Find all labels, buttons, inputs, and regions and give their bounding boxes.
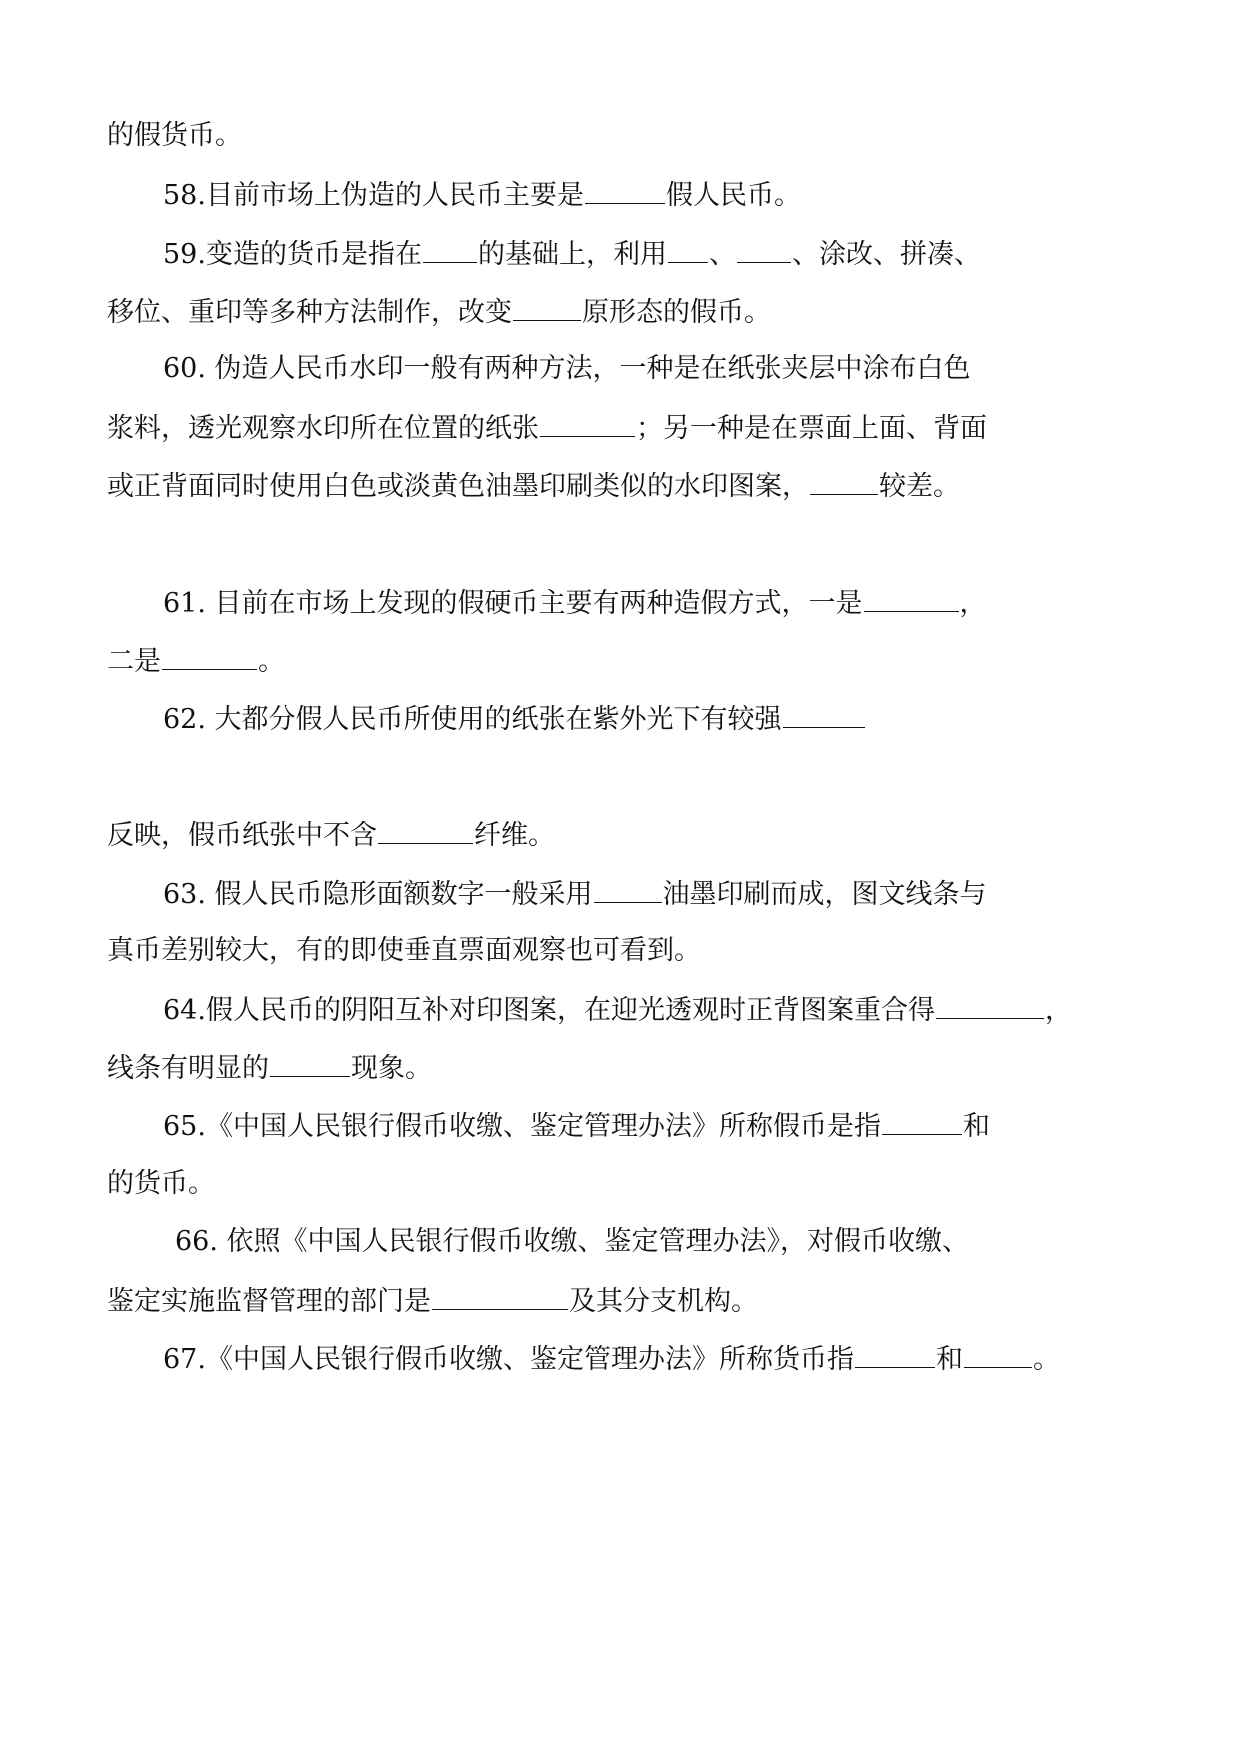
text-segment: 的货币。 — [107, 1168, 215, 1199]
answer-blank[interactable] — [594, 876, 662, 903]
answer-blank[interactable] — [864, 585, 959, 612]
text-segment: 61. 目前在市场上发现的假硬币主要有两种造假方式，一是 — [163, 588, 863, 619]
answer-blank[interactable] — [423, 236, 477, 263]
question-58 — [163, 177, 801, 213]
text-segment: 。 — [1032, 1344, 1060, 1375]
answer-blank[interactable] — [783, 701, 865, 728]
answer-blank[interactable] — [378, 817, 473, 844]
text-segment: 较差。 — [879, 471, 960, 502]
question-59 — [163, 236, 981, 272]
text-segment: 二是 — [107, 646, 161, 677]
text-segment: ；另一种是在票面上面、背面 — [636, 413, 987, 444]
text-segment: 、 — [708, 239, 736, 270]
text-segment: 移位、重印等多种方法制作，改变 — [107, 297, 512, 328]
question-62 — [163, 701, 866, 737]
text-segment: 58.目前市场上伪造的人民币主要是 — [163, 180, 584, 211]
answer-blank[interactable] — [585, 177, 665, 204]
text-segment: 63. 假人民币隐形面额数字一般采用 — [163, 879, 593, 910]
question-65 — [163, 1108, 990, 1144]
answer-blank[interactable] — [513, 294, 581, 321]
text-segment: 。 — [258, 646, 285, 677]
text-segment: 66. 依照《中国人民银行假币收缴、鉴定管理办法》，对假币收缴、 — [175, 1226, 970, 1257]
question-61 — [163, 585, 987, 621]
text-segment: 59.变造的货币是指在 — [163, 239, 422, 270]
text-segment: 和 — [962, 1111, 990, 1142]
text-line — [107, 119, 242, 153]
answer-blank[interactable] — [668, 236, 708, 263]
text-segment: 真币差别较大，有的即使垂直票面观察也可看到。 — [107, 935, 701, 966]
text-line — [107, 817, 555, 853]
text-line — [107, 643, 285, 679]
answer-blank[interactable] — [270, 1050, 350, 1077]
answer-blank[interactable] — [540, 410, 635, 437]
text-segment: 线条有明显的 — [107, 1053, 269, 1084]
text-segment: 假人民币。 — [665, 180, 801, 211]
answer-blank[interactable] — [810, 468, 878, 495]
text-segment: 的基础上，利用 — [477, 239, 667, 270]
text-segment: 、涂改、拼凑、 — [791, 239, 981, 270]
text-segment: 60. 伪造人民币水印一般有两种方法，一种是在纸张夹层中涂布白色 — [163, 353, 971, 384]
text-segment: 浆料，透光观察水印所在位置的纸张 — [107, 413, 539, 444]
text-segment: 的假货币。 — [107, 120, 242, 151]
text-line — [107, 1050, 432, 1086]
text-segment: 65.《中国人民银行假币收缴、鉴定管理办法》所称假币是指 — [163, 1111, 881, 1142]
question-64 — [163, 992, 1072, 1028]
answer-blank[interactable] — [964, 1341, 1032, 1368]
text-segment: 62. 大都分假人民币所使用的纸张在紫外光下有较强 — [163, 704, 782, 735]
text-segment: 纤维。 — [474, 820, 555, 851]
text-segment: 鉴定实施监督管理的部门是 — [107, 1286, 431, 1317]
answer-blank[interactable] — [162, 643, 257, 670]
question-66 — [175, 1225, 969, 1259]
text-segment: 及其分支机构。 — [569, 1286, 758, 1317]
text-segment: 现象。 — [351, 1053, 432, 1084]
answer-blank[interactable] — [737, 236, 791, 263]
text-line — [107, 410, 987, 446]
text-segment: 64.假人民币的阴阳互补对印图案，在迎光透观时正背图案重合得 — [163, 995, 935, 1026]
text-segment: ， — [1044, 995, 1072, 1026]
answer-blank[interactable] — [936, 992, 1044, 1019]
text-segment: 反映，假币纸张中不含 — [107, 820, 377, 851]
text-segment: 原形态的假币。 — [582, 297, 771, 328]
text-line — [107, 294, 771, 330]
question-60 — [163, 352, 971, 386]
text-segment: 和 — [935, 1344, 963, 1375]
answer-blank[interactable] — [882, 1108, 962, 1135]
text-line — [107, 1167, 215, 1201]
text-segment: 或正背面同时使用白色或淡黄色油墨印刷类似的水印图案， — [107, 471, 809, 502]
text-segment: 67.《中国人民银行假币收缴、鉴定管理办法》所称货币指 — [163, 1344, 854, 1375]
question-67 — [163, 1341, 1060, 1377]
answer-blank[interactable] — [432, 1283, 568, 1310]
text-segment: ， — [959, 588, 987, 619]
text-line — [107, 468, 960, 504]
text-line — [107, 934, 701, 968]
text-segment: 油墨印刷而成，图文线条与 — [662, 879, 987, 910]
answer-blank[interactable] — [855, 1341, 935, 1368]
text-line — [107, 1283, 758, 1319]
question-63 — [163, 876, 987, 912]
